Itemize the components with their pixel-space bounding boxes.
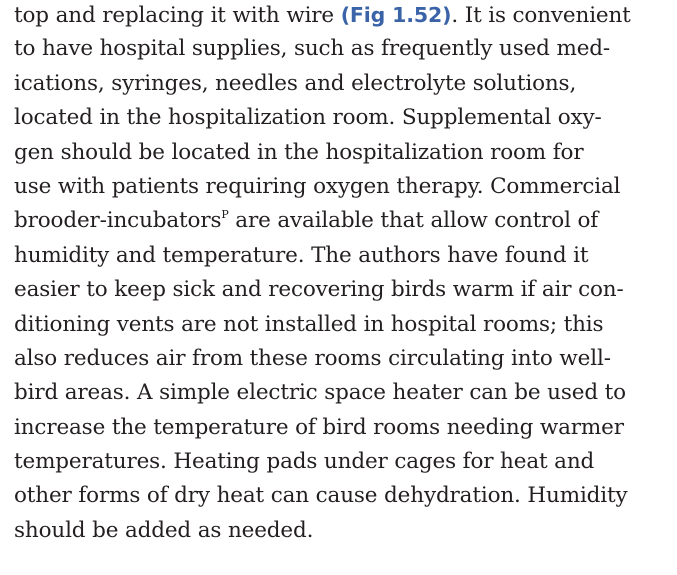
text-segment: . It is convenient bbox=[451, 3, 631, 28]
text-line-2: to have hospital supplies, such as frequently used med- bbox=[14, 36, 611, 62]
text-line-15: other forms of dry heat can cause dehydration. Humidity bbox=[14, 483, 628, 509]
text-segment: brooder-incubators bbox=[14, 208, 222, 234]
text-segment: are available that allow control of bbox=[228, 208, 599, 234]
text-line-6: use with patients requiring oxygen therapy. Commercial bbox=[14, 173, 621, 199]
text-line-9: easier to keep sick and recovering birds warm if air con- bbox=[14, 277, 624, 303]
text-line-11: also reduces air from these rooms circulating into well- bbox=[14, 345, 611, 371]
text-line-8: humidity and temperature. The authors have found it bbox=[14, 242, 589, 268]
text-line-16: should be added as needed. bbox=[14, 517, 314, 543]
text-line-5: gen should be located in the hospitalization room for bbox=[14, 139, 584, 165]
text-line-1 bbox=[14, 0, 664, 32]
body-paragraph bbox=[14, 0, 664, 548]
text-line-12: bird areas. A simple electric space heater can be used to bbox=[14, 380, 626, 406]
text-line-13: increase the temperature of bird rooms needing warmer bbox=[14, 414, 624, 440]
text-line-14: temperatures. Heating pads under cages for heat and bbox=[14, 449, 595, 475]
footnote-marker: P bbox=[221, 208, 229, 222]
text-line-7 bbox=[14, 204, 664, 238]
document-page bbox=[14, 0, 664, 548]
figure-reference-link[interactable]: (Fig 1.52) bbox=[340, 3, 452, 27]
text-line-10: ditioning vents are not installed in hospital rooms; this bbox=[14, 311, 604, 337]
text-line-3: ications, syringes, needles and electrolyte solutions, bbox=[14, 70, 577, 96]
text-line-4: located in the hospitalization room. Supplemental oxy- bbox=[14, 105, 602, 131]
text-segment: top and replacing it with wire bbox=[14, 3, 341, 28]
